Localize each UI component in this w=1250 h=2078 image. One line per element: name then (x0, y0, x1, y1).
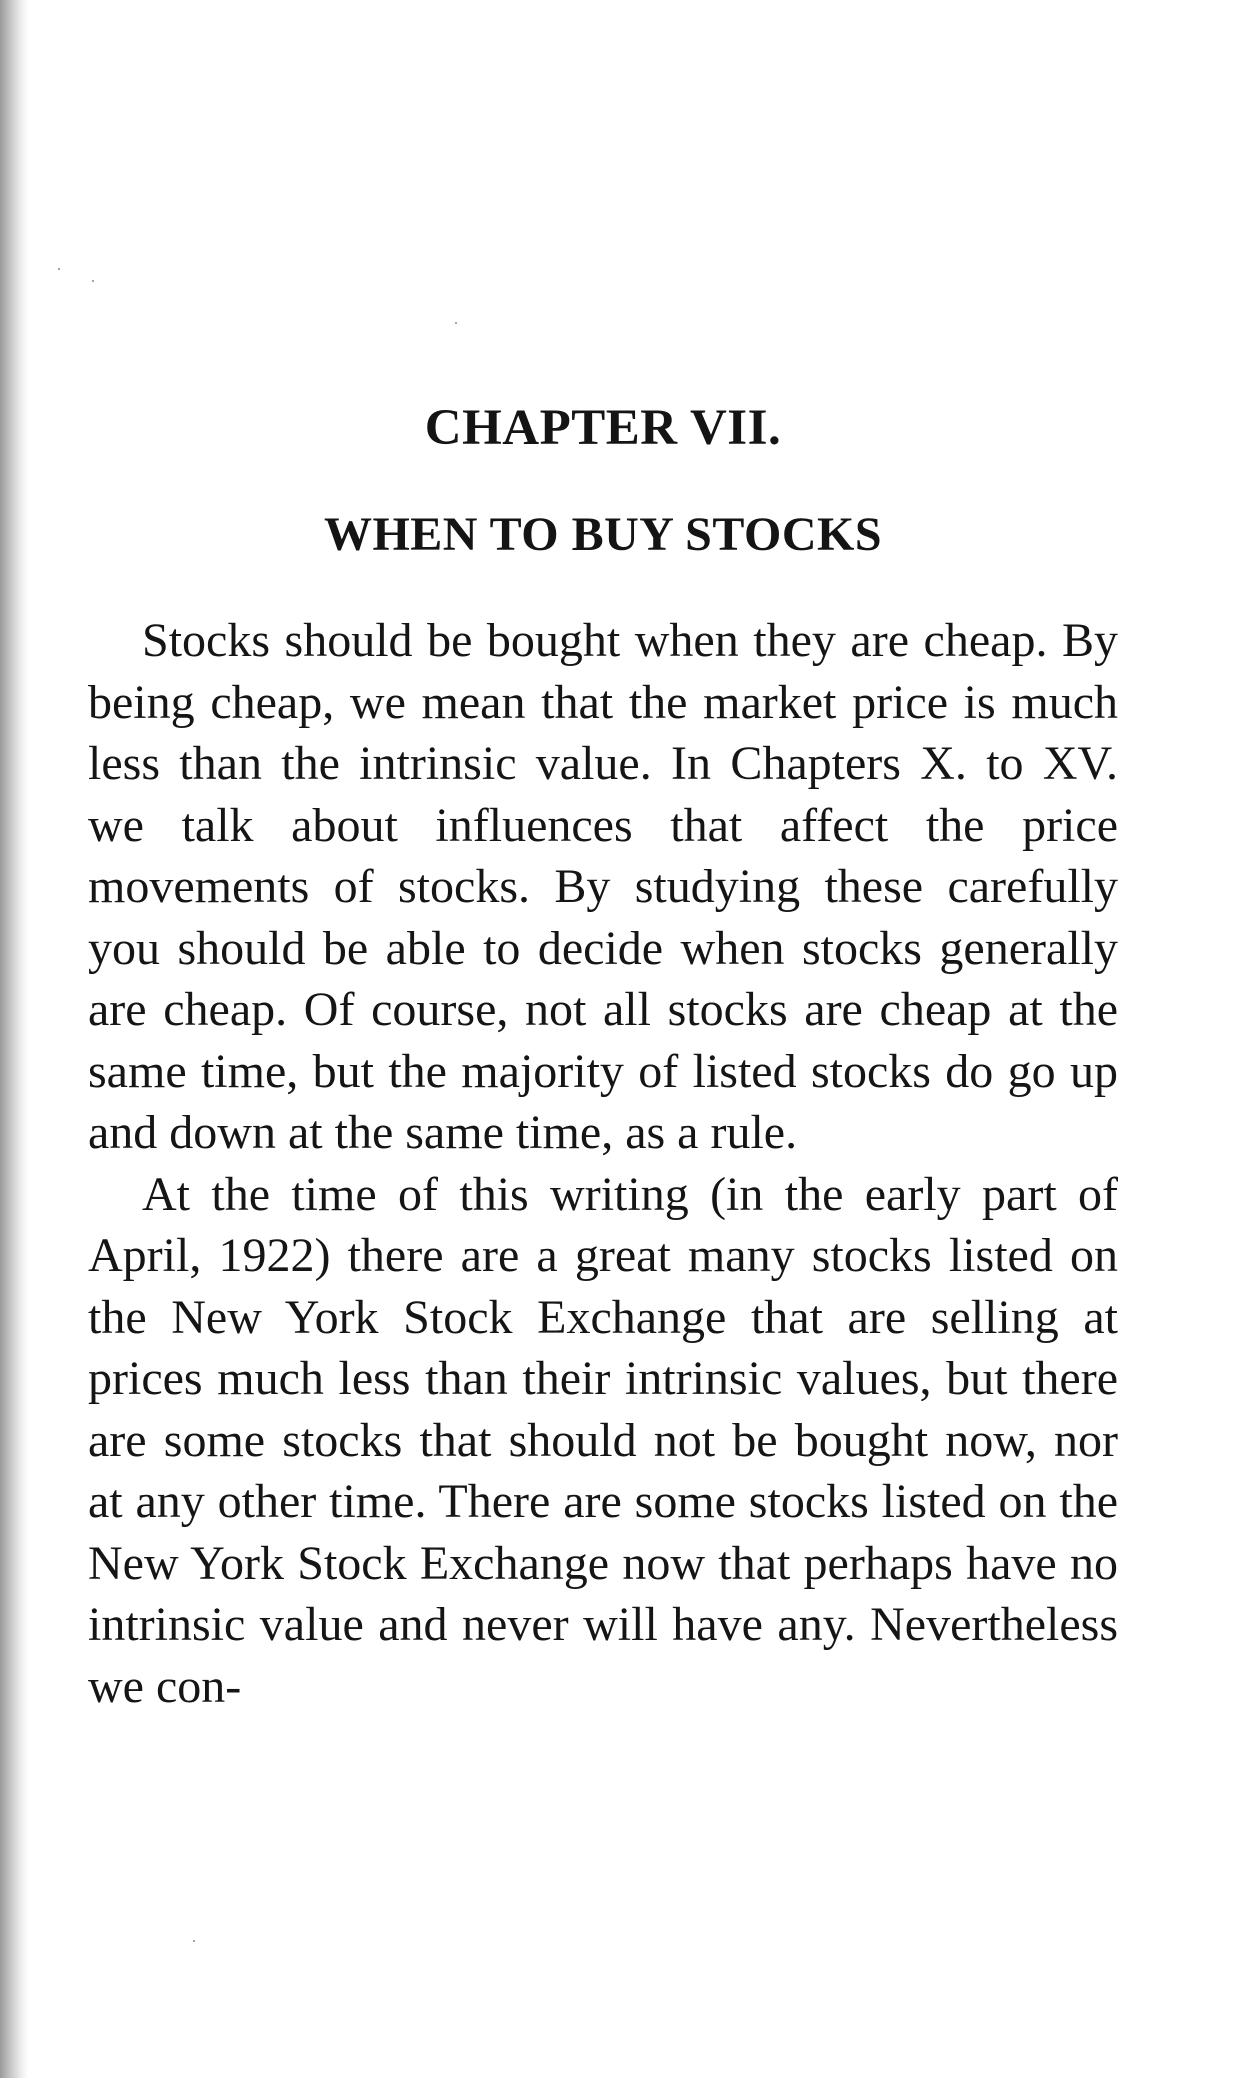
paper-speck (455, 322, 457, 324)
body-paragraph: Stocks should be bought when they are cheap. By being cheap, we mean that the market price is much less than the intrinsic value. In Chapters X. to XV. we talk about influences that affect the price movements of stocks. By studying these carefully you should be able to decide when stocks generally are cheap. Of course, not all stocks are cheap at the same time, but the majority of listed stocks do go up and down at the same time, as a rule. (88, 614, 1118, 1159)
chapter-number: CHAPTER VII. (424, 400, 782, 456)
chapter-body (88, 610, 1118, 1717)
body-paragraph: At the time of this writing (in the early part of April, 1922) there are a great many stocks listed on the New York Stock Exchange that are selling at prices much less than their intrinsic values, but there are some stocks that should not be bought now, nor at any other time. There are some stocks listed on the New York Stock Exchange now that perhaps have no intrinsic value and never will have any. Nevertheless we con- (88, 1167, 1118, 1713)
binding-gutter-shadow (0, 0, 28, 2078)
paper-speck (193, 1940, 195, 1942)
chapter-title: WHEN TO BUY STOCKS (323, 508, 883, 561)
paper-speck (92, 280, 94, 282)
paper-speck (58, 268, 60, 270)
